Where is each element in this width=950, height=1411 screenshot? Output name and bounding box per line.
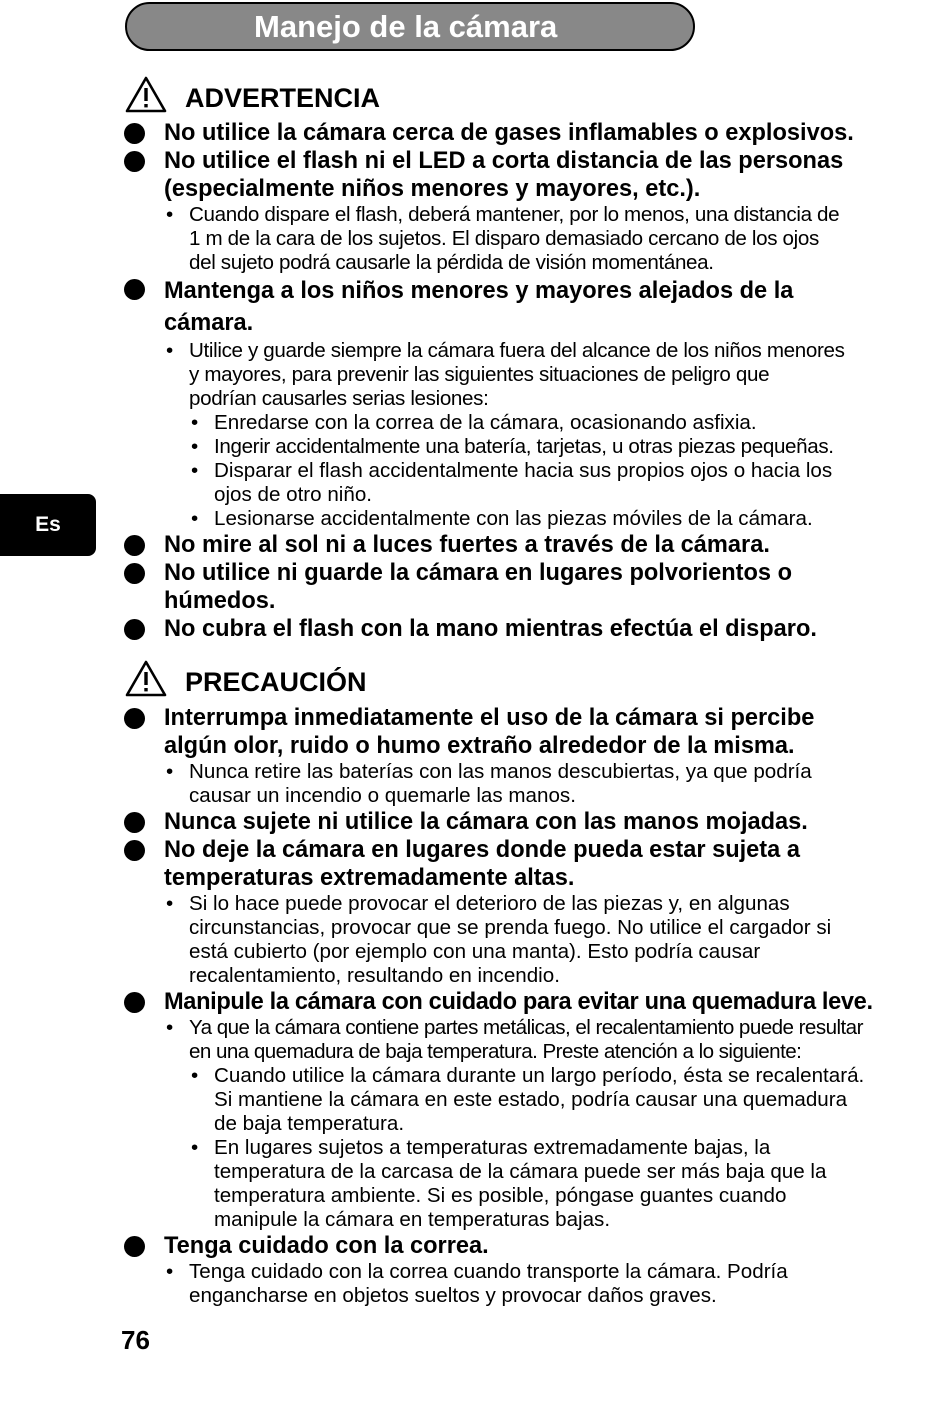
list-item bbox=[124, 119, 950, 147]
sub-sub-item: • Ingerir accidentalmente una batería, tarjetas, u otras piezas pequeñas. bbox=[189, 435, 950, 459]
sub-sub-item: • Cuando utilice la cámara durante un largo período, ésta se recalentará. Si mantiene la cámara en este estado, podría causar una quemadura de baja temperatura. bbox=[189, 1064, 950, 1136]
sub-item: • Ya que la cámara contiene partes metálicas, el recalentamiento puede resultar en una quemadura de baja temperatura. Preste atención a lo siguiente: bbox=[164, 1016, 950, 1064]
sub-text: está cubierto (por ejemplo con una manta). Esto podría causar bbox=[189, 940, 761, 963]
bullet-dot bbox=[124, 123, 145, 144]
page-title: Manejo de la cámara bbox=[254, 9, 558, 44]
item-text: Tenga cuidado con la correa. bbox=[164, 1233, 489, 1259]
sub-text: del sujeto podrá causarle la pérdida de visión momentánea. bbox=[189, 251, 714, 274]
sub-text: de baja temperatura. bbox=[214, 1112, 405, 1135]
language-tab-label: Es bbox=[35, 513, 61, 536]
list-item bbox=[124, 1232, 950, 1260]
item-text: No utilice la cámara cerca de gases inflamables o explosivos. bbox=[164, 120, 854, 146]
sub-text: ojos de otro niño. bbox=[214, 483, 372, 506]
sub-text: podrían causarles serias lesiones: bbox=[189, 387, 489, 410]
sub-text: temperatura ambiente. Si es posible, póngase guantes cuando bbox=[214, 1184, 787, 1207]
sub-item: • Utilice y guarde siempre la cámara fuera del alcance de los niños menores y mayores, para prevenir las siguientes situaciones de peligro que podrían causarles serias lesiones: bbox=[164, 339, 950, 411]
item-text: húmedos. bbox=[164, 588, 276, 614]
sub-item: • Si lo hace puede provocar el deterioro de las piezas y, en algunas circunstancias, provocar que se prenda fuego. No utilice el cargador si está cubierto (por ejemplo con una manta). Esto podría causar recalentamiento, resultando en incendio. bbox=[164, 892, 950, 988]
sub-text: engancharse en objetos sueltos y provocar daños graves. bbox=[189, 1284, 717, 1307]
sub-text: Cuando utilice la cámara durante un largo período, ésta se recalentará. bbox=[214, 1064, 865, 1087]
caution-list bbox=[124, 704, 950, 1308]
item-text: No utilice ni guarde la cámara en lugares polvorientos o bbox=[164, 560, 793, 586]
language-tab bbox=[0, 494, 96, 556]
list-item bbox=[124, 836, 950, 892]
item-text: temperaturas extremadamente altas. bbox=[164, 865, 575, 891]
item-text: algún olor, ruido o humo extraño alrededor de la misma. bbox=[164, 733, 795, 759]
sub-sub-item: • Enredarse con la correa de la cámara, ocasionando asfixia. bbox=[189, 411, 950, 435]
list-item bbox=[124, 559, 950, 615]
list-item bbox=[124, 615, 950, 643]
bullet-dot bbox=[124, 279, 145, 300]
sub-text: temperatura de la carcasa de la cámara puede ser más baja que la bbox=[214, 1160, 827, 1183]
sub-text: circunstancias, provocar que se prenda fuego. No utilice el cargador si bbox=[189, 916, 832, 939]
sub-sub-item: • Lesionarse accidentalmente con las piezas móviles de la cámara. bbox=[189, 507, 950, 531]
sub-text: Ingerir accidentalmente una batería, tarjetas, u otras piezas pequeñas. bbox=[214, 435, 834, 458]
list-item bbox=[124, 275, 950, 339]
item-text: Nunca sujete ni utilice la cámara con las manos mojadas. bbox=[164, 809, 808, 835]
caution-title: PRECAUCIÓN bbox=[185, 667, 367, 697]
sub-text: Nunca retire las baterías con las manos descubiertas, ya que podría bbox=[189, 760, 812, 783]
page-header bbox=[125, 2, 695, 51]
item-text: No mire al sol ni a luces fuertes a través de la cámara. bbox=[164, 532, 770, 558]
sub-text: Tenga cuidado con la correa cuando transporte la cámara. Podría bbox=[189, 1260, 788, 1283]
sub-text: Cuando dispare el flash, deberá mantener, por lo menos, una distancia de bbox=[189, 203, 840, 226]
warning-title: ADVERTENCIA bbox=[185, 83, 381, 113]
list-item bbox=[124, 147, 950, 203]
sub-text: Si mantiene la cámara en este estado, podría causar una quemadura bbox=[214, 1088, 848, 1111]
warning-triangle-icon bbox=[125, 660, 167, 698]
item-text: No utilice el flash ni el LED a corta distancia de las personas bbox=[164, 148, 844, 174]
sub-text: Enredarse con la correa de la cámara, ocasionando asfixia. bbox=[214, 411, 757, 434]
list-item bbox=[124, 531, 950, 559]
bullet-dot bbox=[124, 535, 145, 556]
item-text: Mantenga a los niños menores y mayores alejados de la bbox=[164, 278, 794, 304]
sub-text: causar un incendio o quemarle las manos. bbox=[189, 784, 576, 807]
page-number: 76 bbox=[121, 1325, 150, 1355]
warning-triangle-icon bbox=[125, 76, 167, 114]
bullet-dot bbox=[124, 619, 145, 640]
bullet-dot bbox=[124, 708, 145, 729]
sub-sub-item: • En lugares sujetos a temperaturas extremadamente bajas, la temperatura de la carcasa de la cámara puede ser más baja que la temperatura ambiente. Si es posible, póngase guantes cuando manipule la cámara en temperaturas bajas. bbox=[189, 1136, 950, 1232]
sub-text: manipule la cámara en temperaturas bajas. bbox=[214, 1208, 611, 1231]
sub-text: Utilice y guarde siempre la cámara fuera del alcance de los niños menores bbox=[189, 339, 845, 362]
sub-text: recalentamiento, resultando en incendio. bbox=[189, 964, 560, 987]
bullet-dot bbox=[124, 840, 145, 861]
item-text: (especialmente niños menores y mayores, etc.). bbox=[164, 176, 701, 202]
bullet-dot bbox=[124, 563, 145, 584]
sub-text: Disparar el flash accidentalmente hacia sus propios ojos o hacia los bbox=[214, 459, 833, 482]
sub-text: y mayores, para prevenir las siguientes situaciones de peligro que bbox=[189, 363, 770, 386]
sub-item: • Nunca retire las baterías con las manos descubiertas, ya que podría causar un incendio o quemarle las manos. bbox=[164, 760, 950, 808]
bullet-dot bbox=[124, 812, 145, 833]
bullet-dot bbox=[124, 1236, 145, 1257]
item-text: No deje la cámara en lugares donde pueda estar sujeta a bbox=[164, 837, 800, 863]
sub-text: Ya que la cámara contiene partes metálicas, el recalentamiento puede resultar bbox=[189, 1016, 863, 1039]
bullet-dot bbox=[124, 992, 145, 1013]
list-item bbox=[124, 704, 950, 760]
list-item bbox=[124, 808, 950, 836]
sub-text: 1 m de la cara de los sujetos. El disparo demasiado cercano de los ojos bbox=[189, 227, 819, 250]
sub-item: • Tenga cuidado con la correa cuando transporte la cámara. Podría engancharse en objetos sueltos y provocar daños graves. bbox=[164, 1260, 950, 1308]
sub-text: En lugares sujetos a temperaturas extremadamente bajas, la bbox=[214, 1136, 771, 1159]
item-text: Manipule la cámara con cuidado para evitar una quemadura leve. bbox=[164, 989, 873, 1015]
item-text: No cubra el flash con la mano mientras efectúa el disparo. bbox=[164, 616, 817, 642]
sub-sub-item: • Disparar el flash accidentalmente hacia sus propios ojos o hacia los ojos de otro niño. bbox=[189, 459, 950, 507]
sub-item: • Cuando dispare el flash, deberá mantener, por lo menos, una distancia de 1 m de la cara de los sujetos. El disparo demasiado cercano de los ojos del sujeto podrá causarle la pérdida de visión momentánea. bbox=[164, 203, 950, 275]
sub-text: Lesionarse accidentalmente con las piezas móviles de la cámara. bbox=[214, 507, 813, 530]
sub-text: en una quemadura de baja temperatura. Preste atención a lo siguiente: bbox=[189, 1040, 802, 1063]
bullet-dot bbox=[124, 151, 145, 172]
list-item bbox=[124, 988, 950, 1016]
item-text: Interrumpa inmediatamente el uso de la cámara si percibe bbox=[164, 705, 815, 731]
item-text: cámara. bbox=[164, 310, 254, 336]
sub-text: Si lo hace puede provocar el deterioro de las piezas y, en algunas bbox=[189, 892, 790, 915]
warning-list bbox=[124, 119, 950, 643]
